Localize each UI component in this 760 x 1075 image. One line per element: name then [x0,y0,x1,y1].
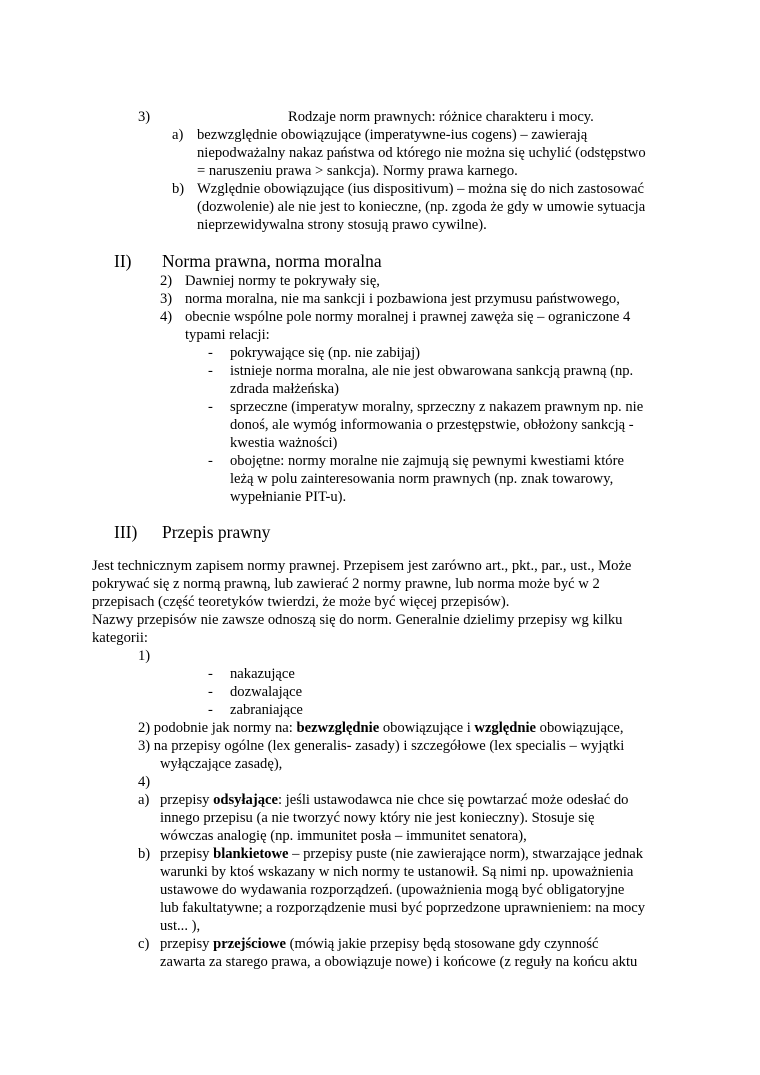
text-run: – przepisy puste (nie zawierające norm), stwarzające jednak [288,846,644,862]
list-item: norma moralna, nie ma sankcji i pozbawiona jest przymusu państwowego, [185,291,620,307]
list-number: 2) [160,273,173,289]
bullet-item: kwestia ważności) [230,435,338,451]
section-number: III) [114,522,138,542]
list-letter: b) [138,846,151,862]
paragraph-line: warunki by ktoś wskazany w nich normy te ustanowił. Są nimi np. upoważnienia [160,864,634,880]
list-number: 3) [160,291,173,307]
text-run: : jeśli ustawodawca nie chce się powtarzać może odesłać do [277,792,629,808]
paragraph-line: zawarta za starego prawa, a obowiązuje nowe) i końcowe (z reguły na końcu aktu [160,954,638,970]
category-line [138,719,624,737]
text-run: przepisy [160,846,214,862]
bold-term: przejściowe [213,936,287,952]
section-heading: Przepis prawny [162,522,271,542]
bold-term: odsyłające [213,792,278,808]
list-number: 3) [138,109,151,125]
bullet-item: dozwalające [230,684,303,700]
paragraph-line: Jest technicznym zapisem normy prawnej. Przepisem jest zarówno art., pkt., par., ust., Może [92,558,632,574]
bullet-item: wypełnianie PIT-u). [230,489,347,505]
paragraph-line: Nazwy przepisów nie zawsze odnoszą się do norm. Generalnie dzielimy przepisy wg kilku [92,612,623,628]
paragraph-line [160,845,643,863]
paragraph-line: ust... ), [160,918,201,934]
paragraph-line: Względnie obowiązujące (ius dispositivum) – można się do nich zastosować [197,181,645,197]
paragraph-line: (dozwolenie) ale nie jest to konieczne, (np. zgoda że gdy w umowie sytuacja [197,199,646,215]
bullet: - [208,666,213,682]
category-line: 3) na przepisy ogólne (lex generalis- zasady) i szczegółowe (lex specialis – wyjątki [138,738,625,754]
bullet: - [208,684,213,700]
text-run: przepisy [160,792,214,808]
list-number: 1) [138,648,151,664]
bullet-item: pokrywające się (np. nie zabijaj) [230,345,421,361]
item-title: Rodzaje norm prawnych: różnice charakteru i mocy. [288,109,594,125]
list-number: 4) [160,309,173,325]
bullet: - [208,345,213,361]
paragraph-line: bezwzględnie obowiązujące (imperatywne-ius cogens) – zawierają [197,127,588,143]
list-number: 4) [138,774,151,790]
text-run: obowiązujące i [379,720,475,736]
bullet-item: zabraniające [230,702,303,718]
bullet-item: sprzeczne (imperatyw moralny, sprzeczny z nakazem prawnym np. nie [230,399,644,415]
bullet: - [208,363,213,379]
bullet-item: obojętne: normy moralne nie zajmują się pewnymi kwestiami które [230,453,624,469]
paragraph-line: wówczas analogię (np. immunitet posła – immunitet senatora), [160,828,527,844]
list-letter: c) [138,936,150,952]
bullet-item: donoś, ale wymóg informowania o przestępstwie, obłożony sankcją - [230,417,634,433]
paragraph-line: przepisach (część teoretyków twierdzi, że może być więcej przepisów). [92,594,510,610]
bullet-item: istnieje norma moralna, ale nie jest obwarowana sankcją prawną (np. [230,363,634,379]
list-letter: a) [138,792,150,808]
bullet: - [208,702,213,718]
bold-term: względnie [474,720,537,736]
text-run: 2) podobnie jak normy na: [138,720,297,736]
paragraph-line: innego przepisu (a nie tworzyć nowy który nie jest konieczny). Stosuje się [160,810,595,826]
section-number: II) [114,251,132,271]
paragraph-line [160,935,599,953]
paragraph-line [160,791,628,809]
section-heading: Norma prawna, norma moralna [162,251,382,271]
bold-term: bezwzględnie [296,720,380,736]
paragraph-line: ustawowe do wydawania rozporządzeń. (upoważnienia mogą być obligatoryjne [160,882,625,898]
bullet-item: zdrada małżeńska) [230,381,339,397]
text-run: obowiązujące, [536,720,624,736]
text-run: (mówią jakie przepisy będą stosowane gdy czynność [286,936,599,952]
text-run: przepisy [160,936,214,952]
paragraph-line: niepodważalny nakaz państwa od którego nie można się uchylić (odstępstwo [197,145,646,161]
bullet-item: nakazujące [230,666,295,682]
paragraph-line: pokrywać się z normą prawną, lub zawierać 2 normy prawne, lub norma może być w 2 [92,576,600,592]
bullet: - [208,453,213,469]
category-line: wyłączające zasadę), [160,756,283,772]
bullet-item: leżą w polu zainteresowania norm prawnych (np. znak towarowy, [230,471,614,487]
paragraph-line: nieprzewidywalna strony stosują prawo cywilne). [197,217,487,233]
bold-term: blankietowe [213,846,289,862]
list-item: typami relacji: [185,327,270,343]
list-letter: b) [172,181,185,197]
paragraph-line: kategorii: [92,630,148,646]
paragraph-line: = naruszeniu prawa > sankcja). Normy prawa karnego. [197,163,518,179]
list-letter: a) [172,127,184,143]
paragraph-line: lub fakultatywne; a rozporządzenie musi być poprzedzone uprawnieniem: na mocy [160,900,646,916]
bullet: - [208,399,213,415]
list-item: obecnie wspólne pole normy moralnej i prawnej zawęża się – ograniczone 4 [185,309,631,325]
list-item: Dawniej normy te pokrywały się, [185,273,380,289]
